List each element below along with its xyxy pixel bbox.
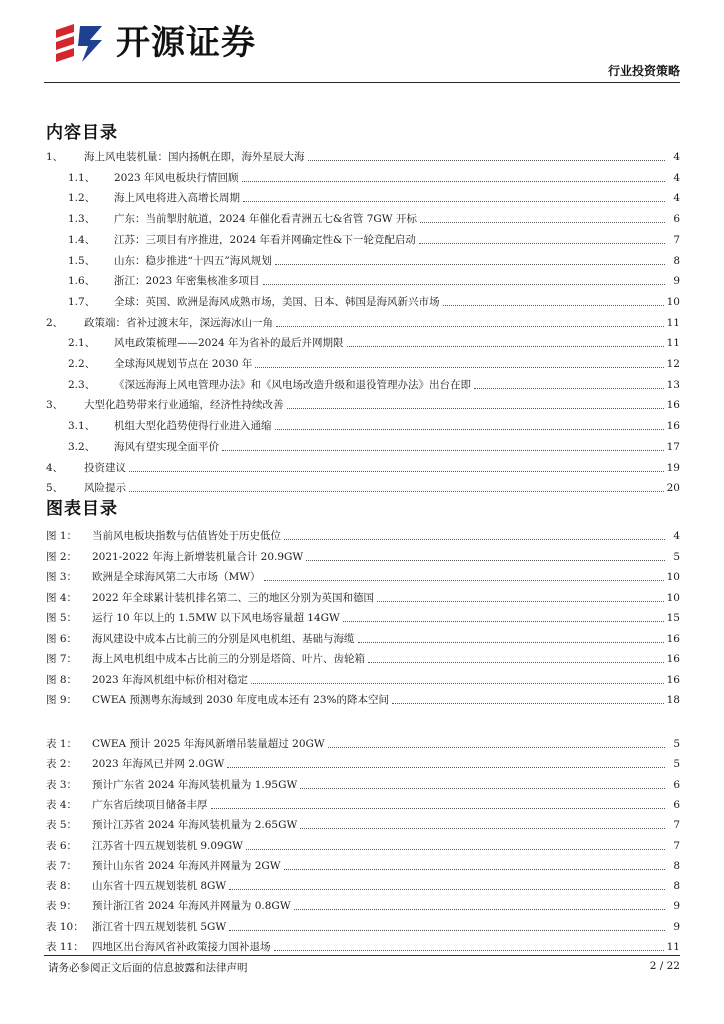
toc-entry[interactable] [46,391,680,412]
toc-entry[interactable] [46,730,680,751]
toc-entry[interactable] [46,913,680,934]
toc-entry-title: 预计江苏省 2024 年海风装机量为 2.65GW [92,819,298,832]
toc-entry-number: 图 7： [46,653,78,665]
toc-entry[interactable] [46,143,680,164]
dot-leader [308,160,666,161]
toc-entry[interactable] [46,771,680,792]
toc-entry-number: 3.1、 [68,420,96,433]
toc-entry[interactable] [68,247,680,268]
dot-leader [243,201,665,202]
dot-leader [358,642,664,643]
company-name: 开源证券 [116,23,256,63]
toc-entry-title: 预计广东省 2024 年海风装机量为 1.95GW [92,778,298,791]
toc-entry-title: 海上风电装机量：国内扬帆在即，海外星辰大海 [84,151,305,163]
toc-entry-page: 7 [673,233,680,246]
toc-entry-page: 9 [673,920,680,933]
toc-entry[interactable] [46,454,680,475]
toc-entry-title: 海上风电将进入高增长周期 [114,192,240,205]
toc-entry[interactable] [68,412,680,433]
toc-entry-number: 表 7： [46,859,78,872]
toc-entry-title: 全球：英国、欧洲是海风成熟市场，美国、日本、韩国是海风新兴市场 [114,295,440,308]
toc-entry[interactable] [46,791,680,812]
dot-leader [242,181,665,182]
toc-entry-number: 1、 [46,151,64,163]
toc-entry-page: 8 [673,254,680,267]
toc-entry-page: 7 [673,819,680,832]
toc-entry-title: 预计浙江省 2024 年海风并网量为 0.8GW [92,900,291,913]
toc-entry-title: 江苏省十四五规划装机 9.09GW [92,839,243,852]
toc-entry-number: 2、 [46,316,64,329]
dot-leader [229,889,665,890]
toc-entry[interactable] [46,686,680,707]
toc-entry-title: 广东：当前掣肘航道，2024 年催化看青洲五七&省管 7GW 开标 [114,213,417,226]
dot-leader [227,767,665,768]
dot-leader [229,930,665,931]
toc-entry-number: 表 9： [46,900,78,913]
toc-entry-page: 20 [666,482,680,495]
toc-entry-number: 图 3： [46,571,78,583]
toc-entry-title: 山东省十四五规划装机 8GW [92,880,227,893]
toc-entry[interactable] [68,350,680,371]
toc-entry-number: 2.2、 [68,358,96,370]
dot-leader [343,621,664,622]
toc-entry-number: 表 2： [46,758,78,771]
dot-leader [419,243,665,244]
toc-entry-number: 图 9： [46,694,78,706]
toc-entry-page: 5 [673,738,680,750]
toc-entry-title: 当前风电板块指数与估值皆处于历史低位 [92,530,281,542]
dot-leader [263,284,665,285]
toc-entry[interactable] [46,309,680,330]
toc-entry[interactable] [46,832,680,853]
dot-leader [284,869,665,870]
toc-entry-title: 风险提示 [84,482,126,495]
toc-entry[interactable] [46,645,680,666]
toc-entry[interactable] [46,604,680,625]
toc-entry-page: 6 [673,778,680,791]
dot-leader [306,560,665,561]
toc-entry-number: 表 10： [46,920,84,933]
toc-entry-number: 表 5： [46,819,78,832]
toc-entry-title: 2021-2022 年海上新增装机量合计 20.9GW [92,550,304,563]
toc-entry[interactable] [46,563,680,584]
toc-entry-page: 16 [666,399,680,412]
toc-entry-number: 图 2： [46,550,78,563]
dot-leader [300,828,665,829]
toc-entry-number: 4、 [46,461,64,474]
dot-leader [420,222,665,223]
dot-leader [392,703,664,704]
toc-entry-title: 《深远海海上风电管理办法》和《风电场改造升级和退役管理办法》出台在即 [114,378,471,391]
toc-entry-page: 11 [666,941,680,953]
toc-entry[interactable] [46,872,680,893]
dot-leader [284,539,665,540]
toc-entry-number: 3、 [46,399,64,412]
toc-entry[interactable] [46,750,680,771]
toc-entry-title: 2022 年全球累计装机排名第二、三的地区分别为英国和德国 [92,591,375,604]
contents-title: 内容目录 [46,123,118,143]
dot-leader [294,909,665,910]
toc-entry-title: 浙江省十四五规划装机 5GW [92,920,227,933]
toc-entry-title: 政策端：省补过渡末年，深远海冰山一角 [84,316,273,329]
toc-entry-title: 2023 年风电板块行情回顾 [114,171,239,184]
toc-entry-title: 海上风电机组中成本占比前三的分别是塔筒、叶片、齿轮箱 [92,653,365,665]
toc-entry-title: 2023 年海风机组中标价相对稳定 [92,673,249,686]
dot-leader [287,408,664,409]
dot-leader [255,367,663,368]
toc-entry-number: 5、 [46,482,64,495]
toc-entry-title: 海风有望实现全面平价 [114,440,219,453]
toc-entry-page: 16 [666,653,680,665]
toc-entry-title: 风电政策梳理——2024 年为省补的最后并网期限 [114,337,344,350]
toc-entry-page: 5 [673,550,680,563]
toc-entry-title: 四地区出台海风省补政策接力国补退场 [92,941,271,953]
dot-leader [211,808,666,809]
toc-entry-number: 1.2、 [68,192,96,205]
toc-entry-page: 9 [673,275,680,288]
toc-entry-page: 5 [673,758,680,771]
toc-entry-title: 全球海风规划节点在 2030 年 [114,358,253,370]
dot-leader [347,346,664,347]
dot-leader [129,491,664,492]
dot-leader [474,388,664,389]
dot-leader [275,429,664,430]
toc-entry-number: 图 4： [46,591,78,604]
company-logo [52,20,282,66]
toc-entry-number: 3.2、 [68,440,96,453]
toc-entry[interactable] [46,625,680,646]
dot-leader [275,264,665,265]
dot-leader [368,662,664,663]
dot-leader [300,788,665,789]
toc-entry[interactable] [68,371,680,392]
toc-entry-page: 6 [673,213,680,226]
dot-leader [274,950,664,951]
toc-entry-number: 表 4： [46,798,78,811]
toc-entry-number: 2.1、 [68,337,96,350]
toc-entry-title: 投资建议 [84,461,126,474]
toc-entry[interactable] [68,226,680,247]
toc-entry-page: 4 [673,192,680,205]
toc-entry-title: 江苏：三项目有序推进，2024 年看并网确定性&下一轮竞配启动 [114,233,416,246]
toc-entry-page: 10 [666,571,680,583]
toc-entry[interactable] [68,184,680,205]
toc-entry[interactable] [46,474,680,495]
toc-entry-page: 16 [666,673,680,686]
toc-entry-page: 4 [673,171,680,184]
report-type: 行业投资策略 [607,64,680,78]
toc-entry-title: 机组大型化趋势使得行业进入通缩 [114,420,272,433]
toc-entry-page: 4 [673,151,680,163]
toc-entry-number: 1.5、 [68,254,96,267]
toc-entry-page: 15 [666,612,680,624]
toc-entry-page: 6 [673,798,680,811]
dot-leader [264,580,664,581]
toc-entry-page: 7 [673,839,680,852]
dot-leader [276,326,664,327]
toc-entry[interactable] [68,433,680,454]
toc-entry-page: 17 [666,440,680,453]
kaiyuan-logo-icon [52,20,108,66]
toc-entry-title: 运行 10 年以上的 1.5MW 以下风电场容量超 14GW [92,612,340,624]
toc-entry[interactable] [46,543,680,564]
toc-entry[interactable] [68,329,680,350]
toc-entry-title: 浙江：2023 年密集核准多项目 [114,275,260,288]
toc-entry-number: 1.7、 [68,295,96,308]
figures-title: 图表目录 [46,499,118,519]
toc-entry[interactable] [68,164,680,185]
toc-entry[interactable] [46,584,680,605]
toc-entry-number: 表 11： [46,941,84,953]
toc-entry-number: 1.1、 [68,171,96,184]
page-header [0,0,724,86]
toc-entry-page: 10 [666,295,680,308]
toc-entry[interactable] [68,205,680,226]
toc-entry-page: 18 [666,694,680,706]
toc-entry-page: 12 [666,358,680,370]
toc-entry-page: 8 [673,859,680,872]
toc-entry-page: 13 [666,378,680,391]
toc-entry[interactable] [68,288,680,309]
toc-entry[interactable] [46,522,680,543]
toc-entry-page: 16 [666,632,680,645]
toc-entry-number: 图 1： [46,530,78,542]
toc-entry-title: 欧洲是全球海风第二大市场（MW） [92,571,261,583]
toc-entry-title: CWEA 预计 2025 年海风新增吊装量超过 20GW [92,738,325,750]
footer-divider [44,955,680,956]
toc-entry[interactable] [68,267,680,288]
toc-entry-title: 2023 年海风已并网 2.0GW [92,758,225,771]
toc-entry-page: 11 [666,337,680,350]
toc-entry-number: 1.3、 [68,213,96,226]
toc-entry-number: 2.3、 [68,378,96,391]
dot-leader [222,450,664,451]
toc-entry-number: 1.4、 [68,233,96,246]
toc-entry-number: 图 6： [46,632,78,645]
toc-entry-title: 预计山东省 2024 年海风并网量为 2GW [92,859,281,872]
toc-entry-page: 8 [673,880,680,893]
toc-entry[interactable] [46,892,680,913]
toc-entry-page: 4 [673,530,680,542]
toc-entry-page: 10 [666,591,680,604]
toc-entry-title: 大型化趋势带来行业通缩，经济性持续改善 [84,399,284,412]
toc-entry-title: 山东：稳步推进“十四五”海风规划 [114,254,272,267]
page-number: 2 / 22 [649,960,680,972]
toc-entry-number: 表 8： [46,880,78,893]
toc-entry-title: 海风建设中成本占比前三的分别是风电机组、基础与海缆 [92,632,355,645]
toc-entry-page: 16 [666,420,680,433]
footer-disclaimer: 请务必参阅正文后面的信息披露和法律声明 [48,962,248,974]
toc-entry-number: 表 3： [46,778,78,791]
toc-entry-number: 1.6、 [68,275,96,288]
toc-entry[interactable] [46,811,680,832]
dot-leader [129,471,664,472]
toc-entry-number: 图 5： [46,612,78,624]
toc-entry-page: 19 [666,461,680,474]
dot-leader [377,601,664,602]
toc-entry[interactable] [46,933,680,954]
toc-entry-page: 11 [666,316,680,329]
toc-entry-title: 广东省后续项目储备丰厚 [92,798,208,811]
toc-entry[interactable] [46,666,680,687]
dot-leader [443,305,664,306]
toc-entry-title: CWEA 预测粤东海域到 2030 年度电成本还有 23%的降本空间 [92,694,389,706]
toc-entry-number: 表 1： [46,738,78,750]
toc-entry-number: 表 6： [46,839,78,852]
dot-leader [246,849,665,850]
header-divider [44,82,680,83]
dot-leader [251,683,664,684]
dot-leader [328,747,665,748]
toc-entry[interactable] [46,852,680,873]
toc-entry-number: 图 8： [46,673,78,686]
toc-entry-page: 9 [673,900,680,913]
